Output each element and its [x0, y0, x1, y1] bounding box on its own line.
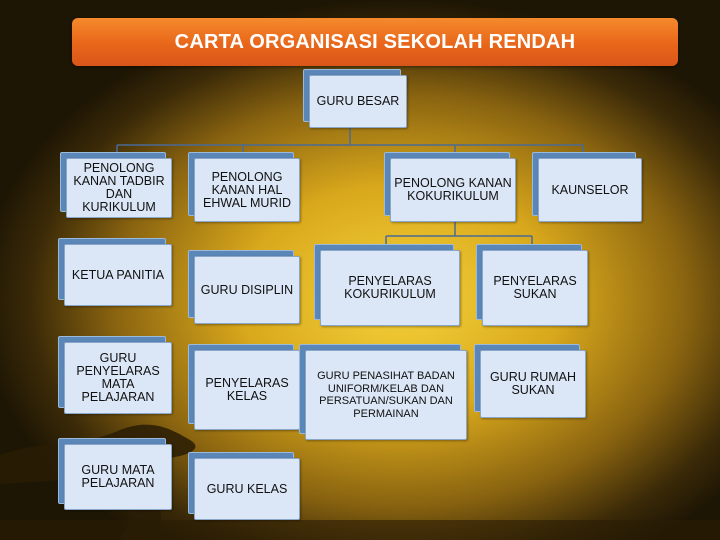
node-label: GURU DISIPLIN [194, 256, 300, 324]
node-guru-rumah-sukan [480, 350, 586, 418]
node-label: GURU KELAS [194, 458, 300, 520]
node-label: GURU PENASIHAT BADAN UNIFORM/KELAB DAN PERSATUAN/SUKAN DAN PERMAINAN [305, 350, 467, 440]
node-guru-penyelaras-mp [64, 342, 172, 414]
node-guru-besar [309, 75, 407, 128]
node-label: KAUNSELOR [538, 158, 642, 222]
node-label: GURU MATA PELAJARAN [64, 444, 172, 510]
node-guru-mata-pelajaran [64, 444, 172, 510]
node-label: PENOLONG KANAN HAL EHWAL MURID [194, 158, 300, 222]
node-kaunselor [538, 158, 642, 222]
node-label: GURU PENYELARAS MATA PELAJARAN [64, 342, 172, 414]
node-guru-penasihat [305, 350, 467, 440]
node-penyelaras-sukan [482, 250, 588, 326]
node-ketua-panitia [64, 244, 172, 306]
node-penolong-kanan-hem [194, 158, 300, 222]
node-label: PENOLONG KANAN TADBIR DAN KURIKULUM [66, 158, 172, 218]
node-penolong-kanan-tadbir [66, 158, 172, 218]
chart-title: CARTA ORGANISASI SEKOLAH RENDAH [72, 18, 678, 66]
node-guru-disiplin [194, 256, 300, 324]
node-penyelaras-kelas [194, 350, 300, 430]
node-label: PENOLONG KANAN KOKURIKULUM [390, 158, 516, 222]
node-label: GURU RUMAH SUKAN [480, 350, 586, 418]
node-guru-kelas [194, 458, 300, 520]
node-label: PENYELARAS SUKAN [482, 250, 588, 326]
node-penyelaras-koku [320, 250, 460, 326]
node-label: KETUA PANITIA [64, 244, 172, 306]
node-label: GURU BESAR [309, 75, 407, 128]
node-label: PENYELARAS KOKURIKULUM [320, 250, 460, 326]
node-label: PENYELARAS KELAS [194, 350, 300, 430]
node-penolong-kanan-koku [390, 158, 516, 222]
